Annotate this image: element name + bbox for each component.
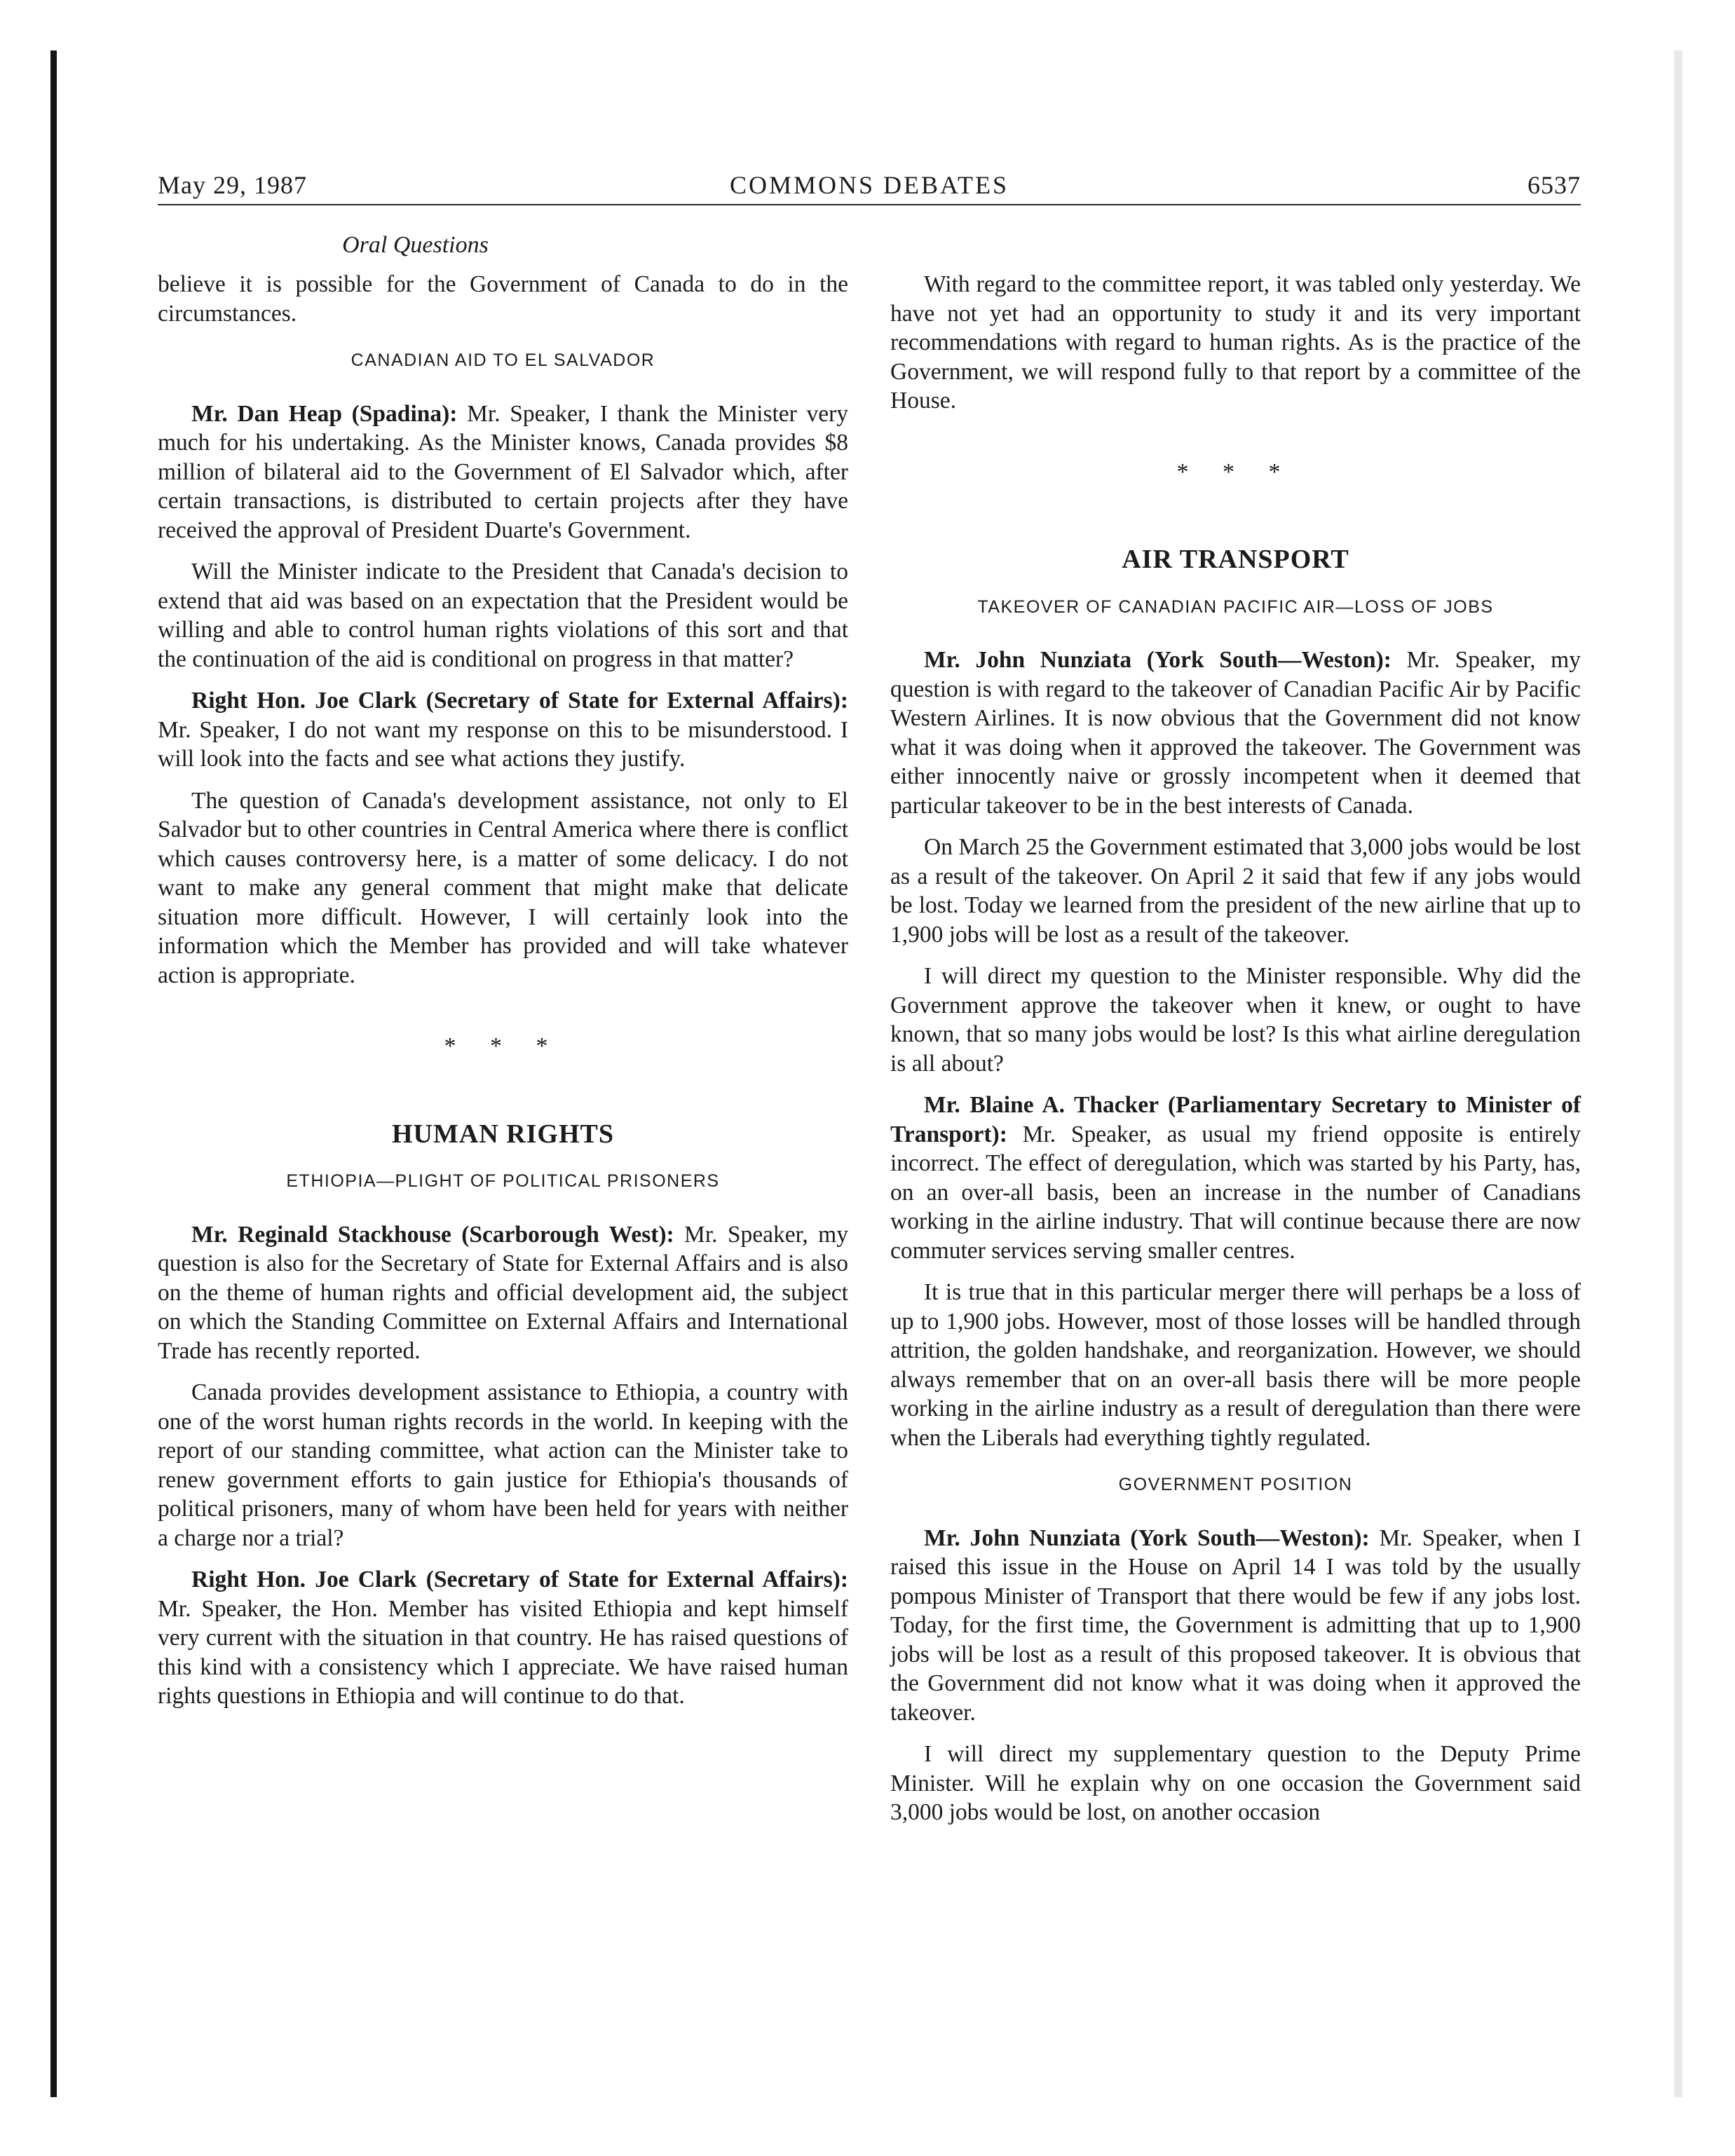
paragraph: I will direct my supplementary question to the Deputy Prime Minister. Will he explain why on one occasion the Government said 3,000 jobs would be lost, on another occasion: [890, 1741, 1581, 1825]
speaker-name: Mr. Blaine A. Thacker (Parliamentary Secretary to Minister of Transport):: [890, 1092, 1581, 1147]
section-heading: HUMAN RIGHTS: [391, 1119, 615, 1149]
paragraph: Canada provides development assistance to Ethiopia, a country with one of the worst human rights records in the world. In keeping with the report of our standing committee, what action can the Minister take to renew government efforts to gain justice for Ethiopia's thousands of political prisoners, many of whom have been held for years with neither a charge nor a trial?: [158, 1379, 848, 1551]
speech-text: Mr. Speaker, my question is also for the Secretary of State for External Affairs and is also on the theme of human rights and official development aid, the subject on which the Standing Committee on External Affairs and International Trade has recently reported.: [158, 1221, 848, 1364]
subheading: CANADIAN AID TO EL SALVADOR: [351, 350, 655, 370]
paragraph: [158, 1565, 848, 1711]
scan-border-right: [1674, 50, 1682, 2097]
section-heading: AIR TRANSPORT: [1122, 545, 1349, 574]
speaker-name: Mr. John Nunziata (York South—Weston):: [924, 647, 1392, 673]
paragraph: Will the Minister indicate to the President that Canada's decision to extend that aid was based on an expectation that the President would be willing and able to control human rights violations of this sort and that the continuation of the aid is conditional on progress in that matter?: [158, 559, 848, 672]
subheading: ETHIOPIA—PLIGHT OF POLITICAL PRISONERS: [286, 1171, 720, 1191]
speaker-name: Mr. Reginald Stackhouse (Scarborough West):: [191, 1221, 674, 1248]
subheading: TAKEOVER OF CANADIAN PACIFIC AIR—LOSS OF JOBS: [977, 596, 1494, 617]
paragraph: It is true that in this particular merger there will perhaps be a loss of up to 1,900 jobs. However, most of those losses will be handled through attrition, the golden handshake, and reorganization. However, we should always remember that on an over-all basis there will be more people working in the airline industry as a result of deregulation than there were when the Liberals had everything tightly regulated.: [890, 1279, 1581, 1451]
page: [158, 165, 1581, 1825]
paragraph: believe it is possible for the Government of Canada to do in the circumstances.: [158, 271, 848, 327]
speech-text: Mr. Speaker, as usual my friend opposite is entirely incorrect. The effect of deregulation, which was started by his Party, has, on an over-all basis, been an increase in the number of Canadians working in the airline industry. That will continue because there are now commuter services serving smaller centres.: [890, 1121, 1581, 1264]
speech-text: Mr. Speaker, when I raised this issue in the House on April 14 I was told by the usually pompous Minister of Transport that there would be few if any jobs lost. Today, for the first time, the Government is admitting that up to 1,900 jobs will be lost as a result of this proposed takeover. It is obvious that the Government did not know what it was doing when it approved the takeover.: [890, 1524, 1581, 1726]
section-divider: * * *: [444, 1033, 562, 1059]
paragraph: [158, 1220, 848, 1366]
section-label: Oral Questions: [342, 232, 489, 258]
header-journal-title: COMMONS DEBATES: [729, 171, 1009, 199]
right-column: [890, 270, 1581, 1840]
scan-border-left: [50, 50, 57, 2097]
paragraph: [890, 1524, 1581, 1728]
paragraph: [890, 1091, 1581, 1265]
running-header: [158, 165, 1581, 205]
paragraph: [158, 686, 848, 774]
speaker-name: Mr. John Nunziata (York South—Weston):: [924, 1524, 1370, 1551]
speaker-name: Right Hon. Joe Clark (Secretary of State for External Affairs):: [191, 688, 848, 714]
paragraph: I will direct my question to the Minister responsible. Why did the Government approve the takeover when it knew, or ought to have known, that so many jobs would be lost? Is this what airline deregulation is all about?: [890, 963, 1581, 1077]
paragraph: The question of Canada's development assistance, not only to El Salvador but to other countries in Central America where there is conflict which causes controversy here, is a matter of some delicacy. I do not want to make any general comment that might make that delicate situation more difficult. However, I will certainly look into the information which the Member has provided and will take whatever action is appropriate.: [158, 787, 848, 988]
speech-text: Mr. Speaker, I thank the Minister very much for his undertaking. As the Minister knows, Canada provides $8 million of bilateral aid to the Government of El Salvador which, after certain transactions, is distributed to certain projects after they have received the approval of President Duarte's Government.: [158, 400, 849, 543]
speaker-name: Right Hon. Joe Clark (Secretary of State for External Affairs):: [191, 1567, 848, 1592]
paragraph: [158, 400, 848, 545]
header-page-number: 6537: [1528, 171, 1581, 199]
paragraph: With regard to the committee report, it was tabled only yesterday. We have not yet had an opportunity to study it and its very important recommendations with regard to human rights. As is the practice of the Government, we will respond fully to that report by a committee of the House.: [890, 271, 1581, 414]
paragraph: [890, 646, 1581, 820]
paragraph: On March 25 the Government estimated that 3,000 jobs would be lost as a result of the takeover. On April 2 it said that few if any jobs would be lost. Today we learned from the president of the new airline that up to 1,900 jobs will be lost as a result of the takeover.: [890, 834, 1581, 948]
speech-text: Mr. Speaker, I do not want my response on this to be misunderstood. I will look into the facts and see what actions they justify.: [158, 716, 848, 772]
section-divider: * * *: [1176, 458, 1295, 485]
left-column: [158, 270, 848, 1724]
subheading: GOVERNMENT POSITION: [1118, 1475, 1353, 1494]
speaker-name: Mr. Dan Heap (Spadina):: [191, 400, 458, 427]
speech-text: Mr. Speaker, my question is with regard to the takeover of Canadian Pacific Air by Pacific Western Airlines. It is now obvious that the Government did not know what it was doing when it approved the takeover. The Government was either innocently naive or grossly incompetent when it deemed that particular takeover to be in the best interests of Canada.: [890, 647, 1581, 819]
header-date: May 29, 1987: [158, 171, 307, 199]
speech-text: Mr. Speaker, the Hon. Member has visited Ethiopia and kept himself very current with the situation in that country. He has raised questions of this kind with a consistency which I appreciate. We have raised human rights questions in Ethiopia and will continue to do that.: [158, 1595, 848, 1709]
